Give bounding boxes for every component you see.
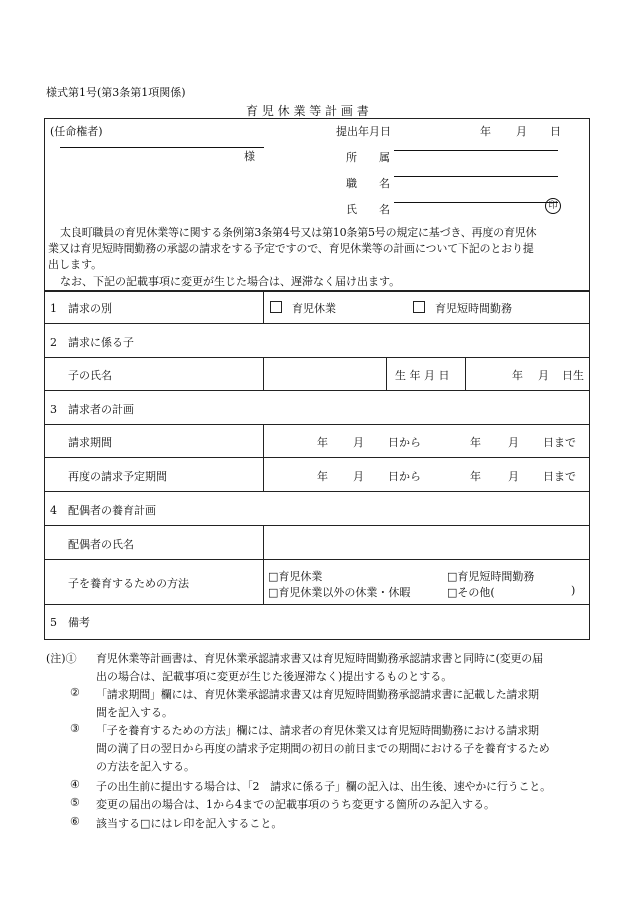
re-period-from-year: 年 xyxy=(317,470,328,483)
birth-month: 月 xyxy=(538,369,549,382)
method-option-short-hours[interactable]: □育児短時間勤務 xyxy=(447,570,535,583)
period-to-year: 年 xyxy=(470,436,481,449)
method-label: 子を養育するための方法 xyxy=(68,577,189,590)
note-3-line-3: の方法を記入する。 xyxy=(96,760,195,773)
birth-year: 年 xyxy=(512,369,523,382)
note-5-line-1: 変更の届出の場合は、1から4までの記載事項のうち変更する箇所のみ記入する。 xyxy=(96,798,495,811)
method-option-other-leave[interactable]: □育児休業以外の休業・休暇 xyxy=(268,586,411,599)
re-period-from-day: 日から xyxy=(388,470,421,483)
note-3-line-1: 「子を養育するための方法」欄には、請求者の育児休業又は育児短時間勤務における請求期 xyxy=(96,724,539,737)
period-to-day: 日まで xyxy=(543,436,576,449)
birth-date-label: 生 年 月 日 xyxy=(395,369,450,382)
appointer-label: (任命権者) xyxy=(50,125,103,138)
row-5-label: 5 備考 xyxy=(50,616,90,629)
body-line-2: 業又は育児短時間勤務の承認の請求をする予定ですので、育児休業等の計画について下記のとおり提 xyxy=(48,242,534,255)
birth-day: 日生 xyxy=(562,369,584,382)
period-from-month: 月 xyxy=(353,436,364,449)
page-title: 育 児 休 業 等 計 画 書 xyxy=(246,104,369,118)
child-name-field[interactable] xyxy=(265,359,385,389)
note-2-line-1: 「請求期間」欄には、育児休業承認請求書又は育児短時間勤務承認請求書に記載した請求期 xyxy=(96,688,539,701)
submit-date-label: 提出年月日 xyxy=(336,125,391,138)
option-short-hours[interactable] xyxy=(413,300,512,316)
row-4-label: 4 配偶者の養育計画 xyxy=(50,504,156,517)
form-number: 様式第1号(第3条第1項関係) xyxy=(46,86,186,99)
period-from-year: 年 xyxy=(317,436,328,449)
re-request-period-label: 再度の請求予定期間 xyxy=(68,470,167,483)
re-period-to-month: 月 xyxy=(508,470,519,483)
row-1-label: 1 請求の別 xyxy=(50,302,112,315)
position-field[interactable] xyxy=(394,176,558,177)
row-2-label: 2 請求に係る子 xyxy=(50,336,134,349)
body-line-4: なお、下記の記載事項に変更が生じた場合は、遅滞なく届け出ます。 xyxy=(60,275,401,288)
note-1-prefix: (注)① xyxy=(46,652,77,665)
sama-label: 様 xyxy=(244,150,255,163)
note-3-line-2: 間の満了日の翌日から再度の請求予定期間の初日の前日までの期間における子を養育するため xyxy=(96,742,550,755)
checkbox-icon[interactable] xyxy=(413,301,425,313)
note-3-mark: ③ xyxy=(70,722,80,735)
note-2-mark: ② xyxy=(70,686,80,699)
method-option-other-close: ) xyxy=(571,584,576,597)
spouse-name-field[interactable] xyxy=(265,527,587,557)
seal-icon: 印 xyxy=(545,198,561,214)
submit-date-day: 日 xyxy=(550,125,561,138)
spouse-name-label: 配偶者の氏名 xyxy=(68,538,134,551)
name-label: 氏 名 xyxy=(346,203,390,216)
body-line-3: 出します。 xyxy=(48,258,103,271)
affiliation-field[interactable] xyxy=(394,150,558,151)
submit-date-month: 月 xyxy=(516,125,527,138)
checkbox-icon[interactable] xyxy=(270,301,282,313)
position-label: 職 名 xyxy=(346,177,390,190)
period-from-day: 日から xyxy=(388,436,421,449)
note-5-mark: ⑤ xyxy=(70,796,80,809)
top-section xyxy=(44,118,590,292)
note-2-line-2: 間を記入する。 xyxy=(96,706,173,719)
method-option-childcare-leave[interactable]: □育児休業 xyxy=(268,570,323,583)
affiliation-label: 所 属 xyxy=(346,151,390,164)
appointer-name-field[interactable] xyxy=(60,147,264,148)
note-4-mark: ④ xyxy=(70,778,80,791)
body-line-1: 太良町職員の育児休業等に関する条例第3条第4号又は第10条第5号の規定に基づき、再度の育児休 xyxy=(60,226,537,239)
re-period-from-month: 月 xyxy=(353,470,364,483)
request-period-label: 請求期間 xyxy=(68,436,112,449)
row-3-label: 3 請求者の計画 xyxy=(50,403,134,416)
note-6-mark: ⑥ xyxy=(70,815,80,828)
option-childcare-leave[interactable] xyxy=(270,300,336,316)
option-short-hours-label: 育児短時間勤務 xyxy=(435,302,512,315)
option-childcare-leave-label: 育児休業 xyxy=(292,302,336,315)
note-1-line-1: 育児休業等計画書は、育児休業承認請求書又は育児短時間勤務承認請求書と同時に(変更の届 xyxy=(96,652,543,665)
note-1-line-2: 出の場合は、記載事項に変更が生じた後遅滞なく)提出するものとする。 xyxy=(96,670,453,683)
name-field[interactable] xyxy=(394,202,558,203)
submit-date-year: 年 xyxy=(480,125,491,138)
re-period-to-year: 年 xyxy=(470,470,481,483)
note-4-line-1: 子の出生前に提出する場合は、「2 請求に係る子」欄の記入は、出生後、速やかに行うこと。 xyxy=(96,780,551,793)
method-option-other[interactable]: □その他( xyxy=(447,586,495,599)
re-period-to-day: 日まで xyxy=(543,470,576,483)
child-name-label: 子の氏名 xyxy=(68,369,112,382)
note-6-line-1: 該当する□にはレ印を記入すること。 xyxy=(96,817,283,830)
period-to-month: 月 xyxy=(508,436,519,449)
